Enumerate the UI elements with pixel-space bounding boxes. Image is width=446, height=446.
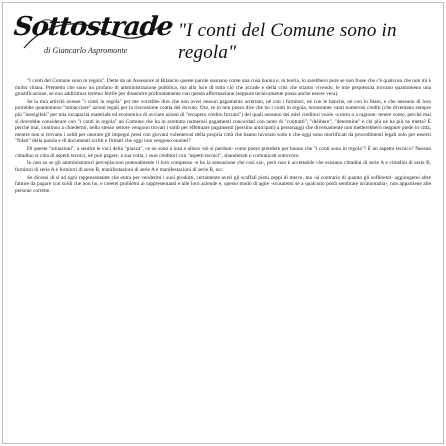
author-byline: di Giancarlo Aspromonte — [44, 46, 128, 55]
paragraph: Di queste "situazioni", a sentire le voci della "piazza", ce ne sono a iosa e allora -mi si perdoni- come posso prendere per buono che "i conti sono in regola"? È un aspetto tecnico? Nessun cittadino si ciba di aspetti tecnici, né può pagare, a sua volta, i suoi creditori con "aspetti tecnici", sbandierati o comunicati sottovoce. — [15, 146, 431, 159]
logo-name: Sottostrade — [12, 12, 174, 42]
paragraph: Se la mia attività avesse "i conti in regola" per me vorrebbe dire che non avrei nessun pagamento arretrato, né con i fornitori, né con le banche, né con lo Stato, e che nessuno di loro potrebbe quantomeno "minacciare" azioni legali per la riscossione coatta del dovuto. Ora, se io non posso dire che ho i conti in regola, nonostante vanti numerosi crediti (che diventano sempre più "inesigibili" per mia incapacità materiale ed economica di avviare azioni di "recupero credito forzato") dei quali nessuno dei miei creditori vuole -a torto o a ragione- tenere conto, perché mai si dovrebbe considerare con "i conti in regola" un Comune che ha in arretrato numerosi pagamenti concordati con tanto di "contratti", "delibere", "determine" e chi più ne ha più ne metta? È perché mai, continuo a chiedermi, nello stesso settore vengono trovati i soldi per effettuare pagamenti (persino anticipati) a personaggi che diversamente non metterebbero neppure piede in città, mentre non si trovano i soldi per onorare gli impegni presi con giovani volenterosi della propria città che hanno lavorato sodo e che oggi sono mortificati da procedimenti legali solo per essersi "fidati" della parola e di documenti scritti e firmati che oggi non vengono onorati? — [15, 98, 431, 145]
article-body — [15, 78, 431, 196]
paragraph: "I conti del Comune sono in regola". Dette da un Assessore al Bilancio queste parole suonano come una cosa buona e, in teoria, lo sarebbero pure se non fosse che c'è qualcosa che non mi è molto chiara. Premetto che sono un profano di amministrazione pubblica, ma alla luce di tutto ciò che accade e della crisi che stiamo vivendo, le mie perplessità trovano quantomeno una giustificazione, se non addirittura terreno fertile per dissentire profondamente con questa affermazione (seppure tecnicamente possa anche essere vera). — [15, 78, 431, 98]
paragraph: Io non so se gli amministratori percepiscono puntualmente il loro compenso -e ho la sensazione che così sia-, però non è accettabile che esistano cittadini di serie A e cittadini di serie B, fornitori di serie A e fornitori di serie B, manifestazioni di serie A e manifestazioni di serie B, ecc. — [15, 160, 431, 173]
paragraph: Se dicessi di sì ad ogni rappresentante che entra per vendermi i suoi prodotti, certamente avrei gli scaffali pieni zeppi di merce, ma -al contrario di quanto gli sofferenti- aggiungerei altre fatture da pagare con soldi che non ho, e creerei problemi ai rappresentanti e alle loro aziende e, questo modo di agire -scusatemi se a qualcuno potrà sembrare un'anomalia-, non appartiene alle persone corrette. — [15, 174, 431, 194]
article-headline: "I conti del Comune sono in regola" — [178, 20, 397, 63]
column-logo — [12, 12, 174, 74]
